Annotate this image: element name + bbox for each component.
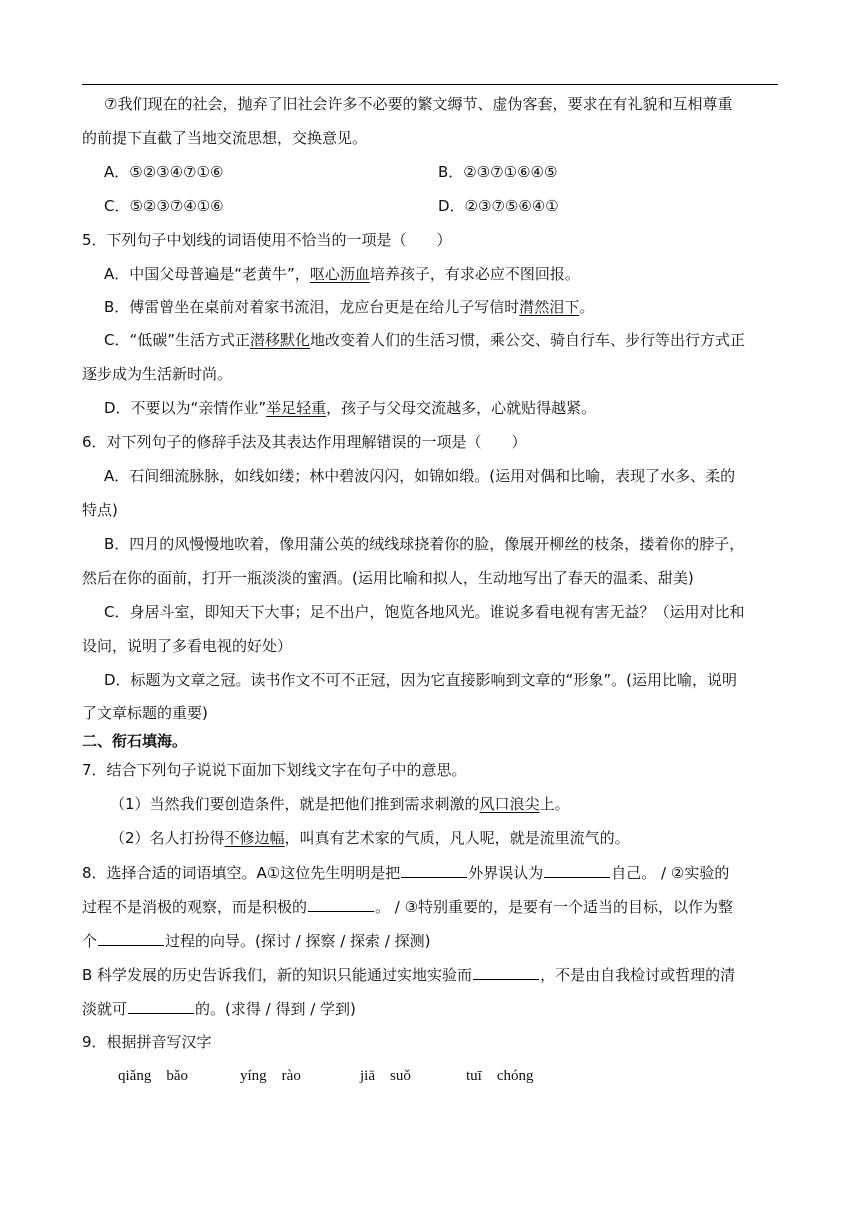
q6-option-c-line2: 设问，说明了多看电视的好处） [82, 637, 293, 655]
fill-blank[interactable] [98, 930, 164, 946]
q5-c-text: C．“低碳”生活方式正 [104, 331, 251, 349]
q8-line3 [82, 930, 431, 951]
q4-item7-line2: 的前提下直截了当地交流思想，交换意见。 [82, 129, 368, 147]
q5-option-b [104, 297, 594, 317]
q7-s2-underlined: 不修边幅 [224, 829, 285, 847]
q5-c-text-end: 地改变着人们的生活习惯，乘公交、骑自行车、步行等出行方式正 [310, 331, 746, 349]
fill-blank[interactable] [308, 896, 374, 912]
pinyin-1: qiǎng bǎo [118, 1068, 188, 1084]
q7-s2-text: （2）名人打扮得 [110, 829, 225, 847]
q5-stem: 5．下列句子中划线的词语使用不恰当的一项是（ ） [82, 231, 452, 249]
q5-option-d [104, 398, 596, 418]
q8-line2 [82, 896, 733, 917]
q8-l5-text: 淡就可 [82, 1000, 128, 1018]
q5-option-c [104, 330, 745, 350]
q6-option-a-line2: 特点) [82, 501, 118, 519]
q6-option-c-line1: C．身居斗室，即知天下大事；足不出户，饱览各地风光。谁说多看电视有害无益？（运用对比和 [104, 603, 745, 621]
q8-l2-text: 过程不是消极的观察，而是积极的 [82, 898, 308, 916]
q4-option-c: C．⑤②③⑦④①⑥ [104, 197, 224, 215]
q6-option-b-line1: B．四月的风慢慢地吹着，像用蒲公英的绒线球挠着你的脸，像展开柳丝的枝条，搂着你的脖子， [104, 535, 745, 553]
q8-l1-text-mid: 外界误认为 [468, 864, 544, 882]
q5-d-underlined: 举足轻重 [266, 399, 327, 417]
q9-stem: 9．根据拼音写汉字 [82, 1033, 212, 1051]
q6-option-b-line2: 然后在你的面前，打开一瓶淡淡的蜜酒。(运用比喻和拟人，生动地写出了春天的温柔、甜美) [82, 569, 694, 587]
q7-s2-text-end: ，叫真有艺术家的气质，凡人呢，就是流里流气的。 [284, 829, 630, 847]
q8-l3-text: 个 [82, 932, 98, 950]
q6-stem: 6．对下列句子的修辞手法及其表达作用理解错误的一项是（ ） [82, 433, 527, 451]
q8-l5-text-end: 的。(求得 / 得到 / 学到) [195, 1000, 356, 1018]
q8-l1-text-end: 自己。 / ②实验的 [611, 864, 730, 882]
fill-blank[interactable] [401, 862, 467, 878]
q4-option-b: B．②③⑦①⑥④⑤ [438, 163, 558, 181]
q7-s1-text: （1）当然我们要创造条件，就是把他们推到需求刺激的 [110, 795, 480, 813]
q8-l4-text-end: ，不是由自我检讨或哲理的清 [540, 966, 736, 984]
pinyin-4: tuī chóng [466, 1068, 534, 1084]
q8-line4 [82, 964, 735, 985]
q8-l1-text: 8．选择合适的词语填空。A①这位先生明明是把 [82, 864, 401, 882]
q5-b-text: B．傅雷曾坐在桌前对着家书流泪，龙应台更是在给儿子写信时 [104, 298, 520, 316]
q5-b-underlined: 潸然泪下 [519, 298, 580, 316]
q5-option-c-line2: 逐步成为生活新时尚。 [82, 365, 233, 383]
q8-line5 [82, 998, 356, 1019]
q8-l4-text: B 科学发展的历史告诉我们，新的知识只能通过实地实验而 [82, 966, 473, 984]
q7-sentence-2 [110, 828, 630, 848]
q5-option-a [104, 264, 580, 284]
q5-d-text-end: ，孩子与父母交流越多，心就贴得越紧。 [326, 399, 597, 417]
fill-blank[interactable] [473, 964, 539, 980]
q5-b-text-end: 。 [579, 298, 595, 316]
q5-c-underlined: 潜移默化 [250, 331, 311, 349]
q5-a-text: A．中国父母普遍是“老黄牛”， [104, 265, 310, 283]
q4-option-d: D．②③⑦⑤⑥④① [438, 197, 559, 215]
pinyin-3: jiā suǒ [360, 1068, 411, 1084]
q6-option-a-line1: A．石间细流脉脉，如线如缕；林中碧波闪闪，如锦如缎。(运用对偶和比喻，表现了水多、柔的 [104, 467, 736, 485]
q6-option-d-line1: D．标题为文章之冠。读书作文不可不正冠，因为它直接影响到文章的“形象”。(运用比喻，说明 [104, 671, 737, 689]
pinyin-2: yíng rào [240, 1068, 301, 1084]
fill-blank[interactable] [128, 998, 194, 1014]
q5-a-text-end: 培养孩子，有求必应不图回报。 [369, 265, 580, 283]
q7-sentence-1 [110, 794, 570, 814]
q8-line1 [82, 862, 729, 883]
q7-stem: 7．结合下列句子说说下面加下划线文字在句子中的意思。 [82, 761, 467, 779]
q8-l2-text-end: 。 / ③特别重要的，是要有一个适当的目标，以作为整 [375, 898, 734, 916]
q5-d-text: D．不要以为“亲情作业” [104, 399, 267, 417]
q4-item7-line1: ⑦我们现在的社会，抛弃了旧社会许多不必要的繁文缛节、虚伪客套，要求在有礼貌和互相尊重 [104, 95, 733, 113]
header-rule [82, 84, 778, 85]
q6-option-d-line2: 了文章标题的重要) [82, 704, 208, 722]
q7-s1-underlined: 风口浪尖 [479, 795, 540, 813]
q8-l3-text-end: 过程的向导。(探讨 / 探察 / 探索 / 探测) [165, 932, 431, 950]
q5-a-underlined: 呕心沥血 [309, 265, 370, 283]
fill-blank[interactable] [544, 862, 610, 878]
section-heading: 二、衔石填海。 [82, 732, 188, 750]
q4-option-a: A．⑤②③④⑦①⑥ [104, 163, 224, 181]
q7-s1-text-end: 上。 [539, 795, 570, 813]
